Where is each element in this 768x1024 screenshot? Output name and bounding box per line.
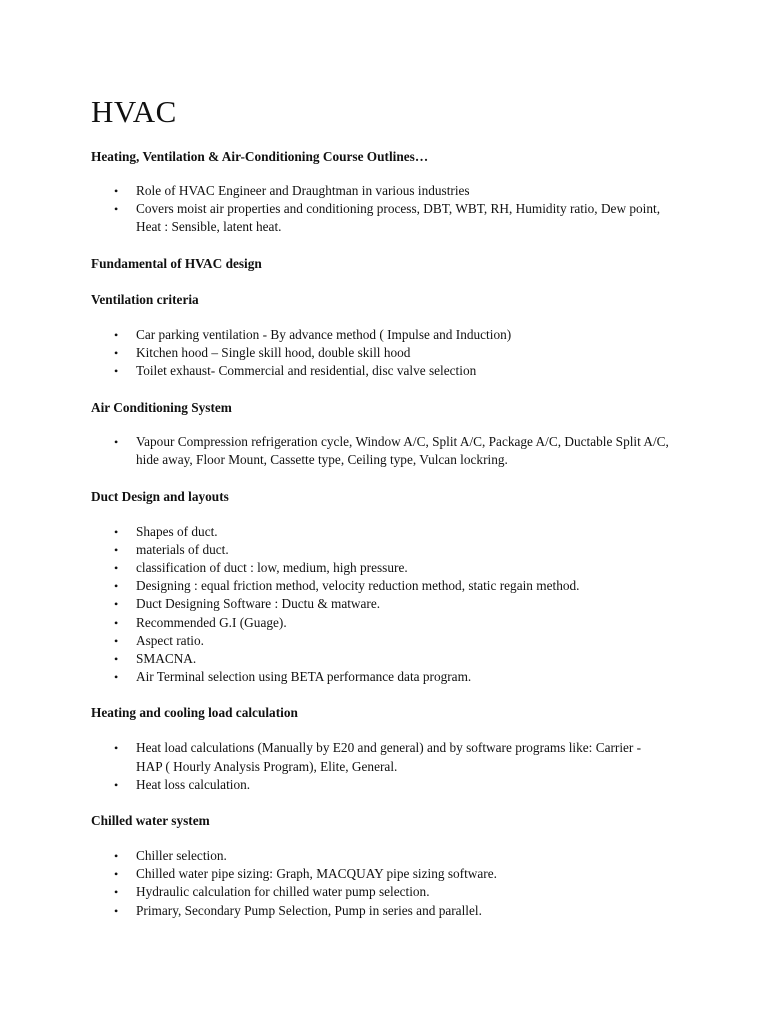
list-item-text: Heat loss calculation. [136,776,251,792]
list-item-text: Shapes of duct. [136,523,218,539]
section-heading-load-calculation: Heating and cooling load calculation [91,705,298,721]
bullet-icon: • [114,542,119,557]
list-item [91,865,691,883]
list-item-text: Designing : equal friction method, velocity reduction method, static regain method. [136,578,580,594]
section-heading-chilled-water: Chilled water system [91,813,210,829]
section-list-duct-design [91,523,691,687]
list-item-text: Heat load calculations (Manually by E20 and general) and by software programs like: Carrier - HAP ( Hourly Analysis Program), Elite, General. [136,740,642,774]
bullet-icon: • [114,561,119,576]
list-item [91,902,691,920]
bullet-icon: • [114,903,119,918]
list-item [91,344,691,362]
list-item-text: Kitchen hood – Single skill hood, double skill hood [136,344,411,360]
bullet-icon: • [114,615,119,630]
section-heading-fundamentals: Fundamental of HVAC design [91,255,262,271]
section-list-load-calculation [91,739,691,794]
section-list-chilled-water [91,847,691,920]
bullet-icon: • [114,327,119,342]
list-item-text: Recommended G.I (Guage). [136,614,287,630]
list-item [91,614,691,632]
bullet-icon: • [114,202,119,217]
bullet-icon: • [114,345,119,360]
list-item [91,632,691,650]
list-item-text: Hydraulic calculation for chilled water pump selection. [136,884,430,900]
list-item [91,776,691,794]
list-item-text: Primary, Secondary Pump Selection, Pump in series and parallel. [136,902,482,918]
list-item-text: Role of HVAC Engineer and Draughtman in various industries [136,183,470,198]
bullet-icon: • [114,597,119,612]
list-item [91,577,691,595]
section-heading-ventilation: Ventilation criteria [91,291,199,307]
list-item-text: Duct Designing Software : Ductu & matware. [136,596,381,612]
list-item [91,847,691,865]
bullet-icon: • [114,670,119,685]
bullet-icon: • [114,184,119,198]
list-item-text: SMACNA. [136,651,197,667]
list-item [91,883,691,901]
bullet-icon: • [114,777,119,792]
bullet-icon: • [114,741,119,756]
list-item-text: materials of duct. [136,541,229,557]
section-heading-duct-design: Duct Design and layouts [91,488,229,504]
list-item [91,523,691,541]
list-item-text: Air Terminal selection using BETA performance data program. [136,669,472,685]
bullet-icon: • [114,867,119,882]
bullet-icon: • [114,849,119,864]
list-item [91,595,691,613]
list-item-text: Chiller selection. [136,848,227,864]
bullet-icon: • [114,435,119,450]
bullet-icon: • [114,579,119,594]
section-heading-air-conditioning: Air Conditioning System [91,400,232,416]
bullet-icon: • [114,524,119,539]
document-page [91,94,691,920]
list-item [91,739,691,775]
document-title: HVAC [91,94,177,129]
list-item-text: Toilet exhaust- Commercial and residential, disc valve selection [136,363,477,379]
section-list-course-outlines [91,182,691,237]
list-item-text: Chilled water pipe sizing: Graph, MACQUAY pipe sizing software. [136,866,497,882]
list-item [91,433,691,469]
list-item-text: Covers moist air properties and conditioning process, DBT, WBT, RH, Humidity ratio, Dew point, Heat : Sensible, latent heat. [136,201,661,235]
list-item [91,541,691,559]
list-item [91,650,691,668]
bullet-icon: • [114,633,119,648]
list-item [91,668,691,686]
list-item-text: Vapour Compression refrigeration cycle, Window A/C, Split A/C, Package A/C, Ductable Split A/C, hide away, Floor Mount, Cassette type, Ceiling type, Vulcan lockring. [136,434,669,468]
list-item [91,200,691,236]
list-item [91,362,691,380]
list-item-text: classification of duct : low, medium, high pressure. [136,560,408,576]
bullet-icon: • [114,885,119,900]
list-item [91,182,691,200]
bullet-icon: • [114,652,119,667]
section-list-air-conditioning [91,433,691,469]
list-item-text: Car parking ventilation - By advance method ( Impulse and Induction) [136,326,512,342]
list-item [91,559,691,577]
bullet-icon: • [114,364,119,379]
list-item [91,326,691,344]
list-item-text: Aspect ratio. [136,632,204,648]
section-list-ventilation [91,326,691,381]
section-heading-course-outlines: Heating, Ventilation & Air-Conditioning Course Outlines… [91,149,429,164]
